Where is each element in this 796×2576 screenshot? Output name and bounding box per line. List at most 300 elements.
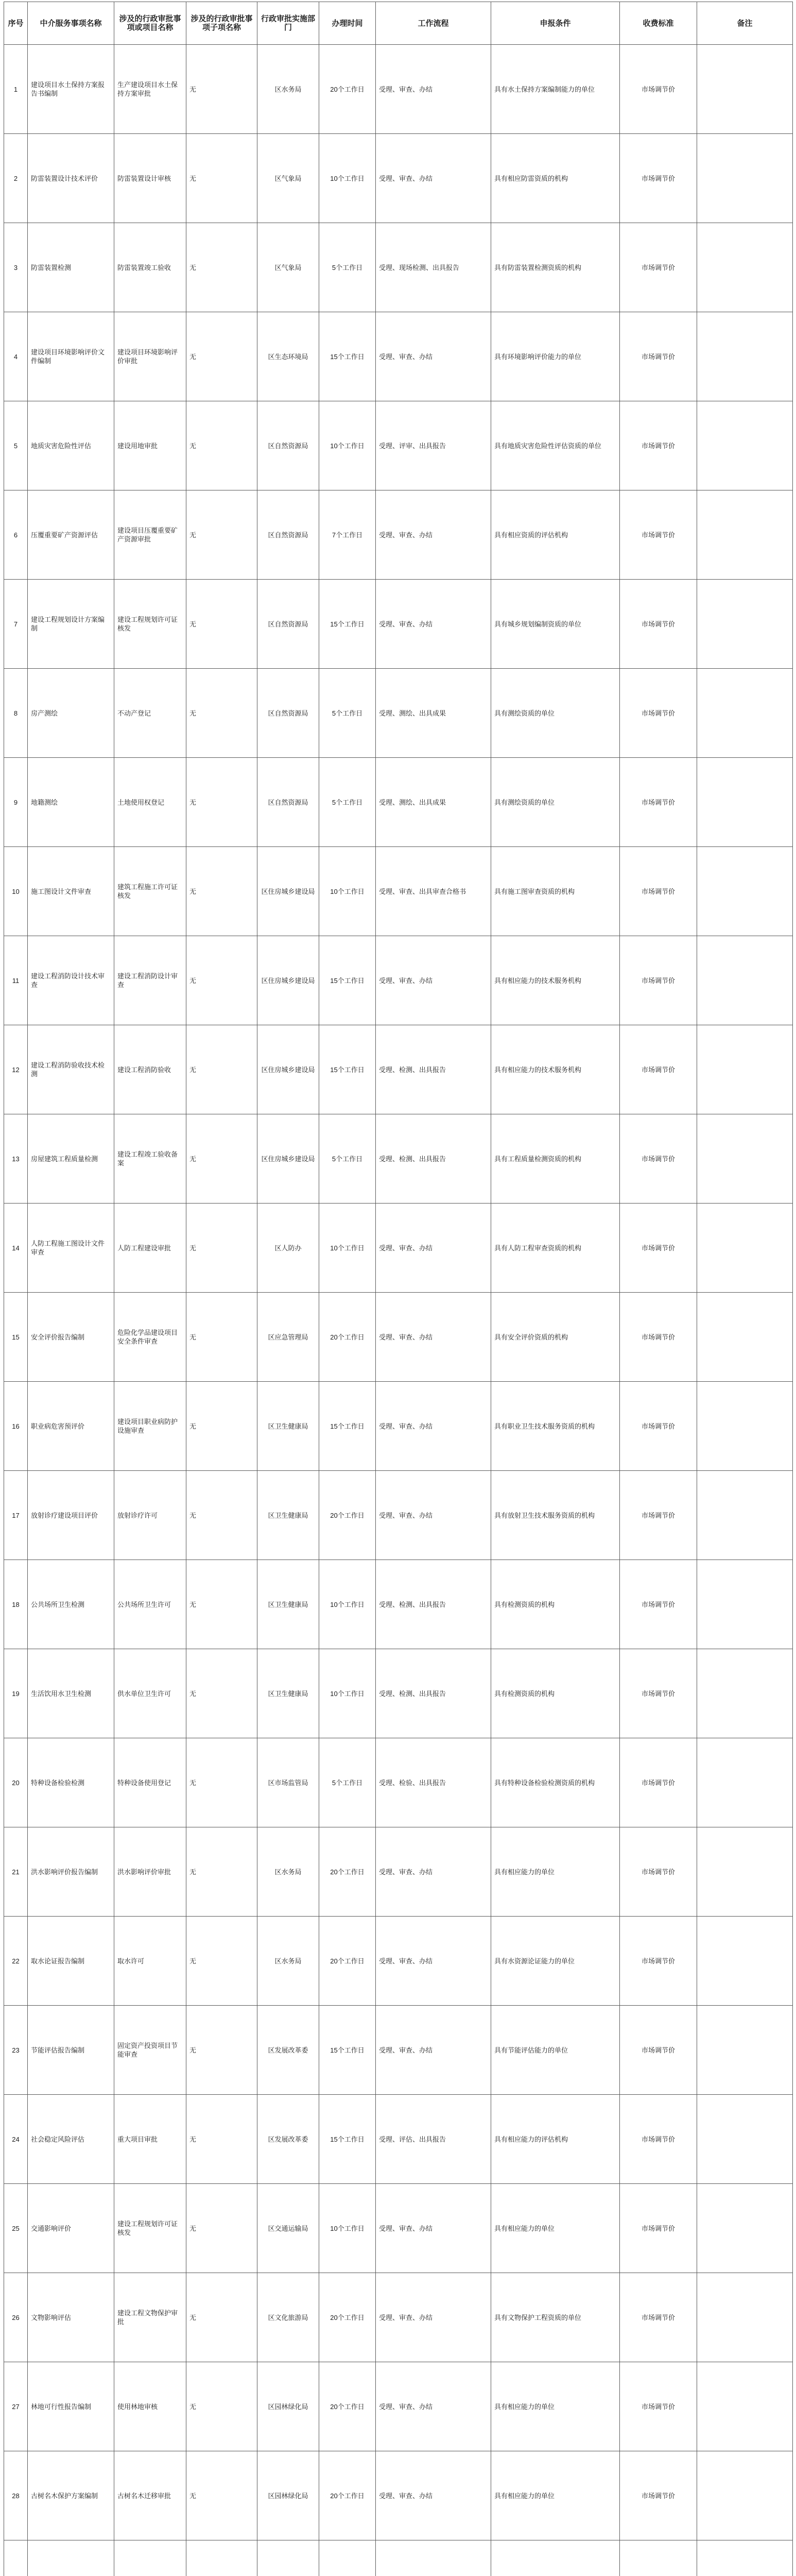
remarks-cell — [697, 2095, 793, 2184]
service-name-cell: 林地可行性报告编制 — [28, 2362, 114, 2451]
remarks-cell — [697, 2451, 793, 2540]
fee-cell: 市场调节价 — [620, 669, 697, 758]
duration-cell: 7个工作日 — [319, 490, 376, 580]
duration-cell: 15个工作日 — [319, 936, 376, 1025]
table-row — [4, 2095, 793, 2184]
duration-cell: 10个工作日 — [319, 1560, 376, 1649]
row-no-cell: 18 — [4, 1560, 28, 1649]
approval-item-cell: 建设项目压覆重要矿产资源审批 — [114, 490, 186, 580]
fee-cell: 市场调节价 — [620, 1293, 697, 1382]
conditions-cell: 具有相应能力的技术服务机构 — [491, 936, 620, 1025]
table-row — [4, 223, 793, 312]
approval-subitem-cell: 无 — [186, 1204, 257, 1293]
service-name-cell: 生活饮用水卫生检测 — [28, 1649, 114, 1738]
service-name-cell: 建设项目水土保持方案报告书编制 — [28, 45, 114, 134]
workflow-cell: 受理、测绘、出具成果 — [376, 758, 491, 847]
service-name-cell: 地籍测绘 — [28, 758, 114, 847]
remarks-cell — [697, 669, 793, 758]
table-row — [4, 2184, 793, 2273]
agency-cell: 区人防办 — [257, 1204, 319, 1293]
workflow-cell: 受理、审查、办结 — [376, 1382, 491, 1471]
conditions-cell: 具有地质灾害危险性评估资质的单位 — [491, 401, 620, 490]
agency-cell: 区发展改革委 — [257, 2095, 319, 2184]
table-row — [4, 2273, 793, 2362]
fee-cell: 市场调节价 — [620, 936, 697, 1025]
duration-cell: 15个工作日 — [319, 580, 376, 669]
approval-item-cell: 生产建设项目水土保持方案审批 — [114, 45, 186, 134]
row-no-cell: 20 — [4, 1738, 28, 1827]
row-no-cell: 13 — [4, 1114, 28, 1204]
approval-subitem-cell: 无 — [186, 401, 257, 490]
table-row — [4, 2006, 793, 2095]
approval-subitem-cell: 无 — [186, 847, 257, 936]
approval-item-cell: 建设项目环境影响评价审批 — [114, 312, 186, 401]
remarks-cell — [697, 1204, 793, 1293]
remarks-cell — [697, 1293, 793, 1382]
table-row — [4, 490, 793, 580]
row-no-cell: 15 — [4, 1293, 28, 1382]
agency-cell: 区自然资源局 — [257, 758, 319, 847]
header-approval-subitem: 涉及的行政审批事项子项名称 — [186, 2, 257, 45]
service-name-cell: 建设工程消防设计技术审查 — [28, 936, 114, 1025]
table-row — [4, 758, 793, 847]
approval-item-cell: 放射诊疗许可 — [114, 1471, 186, 1560]
conditions-cell: 具有相应能力的单位 — [491, 2362, 620, 2451]
remarks-cell — [697, 1827, 793, 1917]
approval-subitem-cell: 无 — [186, 758, 257, 847]
approval-subitem-cell: 无 — [186, 45, 257, 134]
duration-cell: 10个工作日 — [319, 1649, 376, 1738]
conditions-cell: 具有节能评估能力的单位 — [491, 2006, 620, 2095]
header-conditions: 申报条件 — [491, 2, 620, 45]
approval-subitem-cell — [186, 2540, 257, 2576]
fee-cell: 市场调节价 — [620, 1827, 697, 1917]
row-no-cell: 26 — [4, 2273, 28, 2362]
row-no-cell: 14 — [4, 1204, 28, 1293]
workflow-cell: 受理、审查、办结 — [376, 2273, 491, 2362]
duration-cell — [319, 2540, 376, 2576]
fee-cell: 市场调节价 — [620, 2362, 697, 2451]
approval-subitem-cell: 无 — [186, 1917, 257, 2006]
conditions-cell: 具有相应防雷资质的机构 — [491, 134, 620, 223]
row-no-cell: 2 — [4, 134, 28, 223]
workflow-cell: 受理、现场检测、出具报告 — [376, 223, 491, 312]
table-row — [4, 1827, 793, 1917]
approval-subitem-cell: 无 — [186, 1471, 257, 1560]
approval-item-cell: 防雷装置设计审核 — [114, 134, 186, 223]
service-name-cell: 人防工程施工图设计文件审查 — [28, 1204, 114, 1293]
service-name-cell: 文物影响评估 — [28, 2273, 114, 2362]
table-row — [4, 401, 793, 490]
workflow-cell: 受理、审查、办结 — [376, 2006, 491, 2095]
fee-cell: 市场调节价 — [620, 401, 697, 490]
approval-subitem-cell: 无 — [186, 1827, 257, 1917]
header-service-name: 中介服务事项名称 — [28, 2, 114, 45]
duration-cell: 10个工作日 — [319, 1204, 376, 1293]
agency-cell: 区水务局 — [257, 45, 319, 134]
workflow-cell: 受理、审查、办结 — [376, 490, 491, 580]
table-row — [4, 1917, 793, 2006]
service-name-cell: 防雷装置检测 — [28, 223, 114, 312]
approval-subitem-cell: 无 — [186, 669, 257, 758]
conditions-cell: 具有相应能力的评估机构 — [491, 2095, 620, 2184]
conditions-cell: 具有检测资质的机构 — [491, 1649, 620, 1738]
table-row — [4, 312, 793, 401]
agency-cell: 区市场监管局 — [257, 1738, 319, 1827]
agency-cell: 区气象局 — [257, 134, 319, 223]
agency-cell: 区卫生健康局 — [257, 1382, 319, 1471]
remarks-cell — [697, 758, 793, 847]
service-name-cell: 古树名木保护方案编制 — [28, 2451, 114, 2540]
approval-subitem-cell: 无 — [186, 580, 257, 669]
fee-cell: 市场调节价 — [620, 2273, 697, 2362]
remarks-cell — [697, 580, 793, 669]
workflow-cell: 受理、审查、办结 — [376, 1471, 491, 1560]
workflow-cell: 受理、审查、办结 — [376, 936, 491, 1025]
row-no-cell: 24 — [4, 2095, 28, 2184]
row-no-cell: 23 — [4, 2006, 28, 2095]
service-name-cell: 地质灾害危险性评估 — [28, 401, 114, 490]
agency-cell: 区发展改革委 — [257, 2006, 319, 2095]
approval-item-cell: 固定资产投资项目节能审查 — [114, 2006, 186, 2095]
table-row — [4, 1560, 793, 1649]
approval-item-cell: 建设项目职业病防护设施审查 — [114, 1382, 186, 1471]
duration-cell: 10个工作日 — [319, 134, 376, 223]
service-name-cell: 安全评价报告编制 — [28, 1293, 114, 1382]
fee-cell: 市场调节价 — [620, 1204, 697, 1293]
service-name-cell: 建设工程规划设计方案编制 — [28, 580, 114, 669]
approval-item-cell: 特种设备使用登记 — [114, 1738, 186, 1827]
agency-cell: 区应急管理局 — [257, 1293, 319, 1382]
fee-cell: 市场调节价 — [620, 2095, 697, 2184]
conditions-cell: 具有安全评价资质的机构 — [491, 1293, 620, 1382]
duration-cell: 20个工作日 — [319, 1293, 376, 1382]
agency-cell: 区水务局 — [257, 1917, 319, 2006]
service-name-cell: 洪水影响评价报告编制 — [28, 1827, 114, 1917]
service-name-cell: 房产测绘 — [28, 669, 114, 758]
service-name-cell: 公共场所卫生检测 — [28, 1560, 114, 1649]
workflow-cell: 受理、审查、办结 — [376, 580, 491, 669]
agency-cell: 区自然资源局 — [257, 669, 319, 758]
fee-cell: 市场调节价 — [620, 490, 697, 580]
table-row — [4, 1471, 793, 1560]
fee-cell: 市场调节价 — [620, 1649, 697, 1738]
service-name-cell: 防雷装置设计技术评价 — [28, 134, 114, 223]
approval-subitem-cell: 无 — [186, 1560, 257, 1649]
approval-item-cell: 建筑工程施工许可证核发 — [114, 847, 186, 936]
duration-cell: 20个工作日 — [319, 2451, 376, 2540]
duration-cell: 20个工作日 — [319, 2362, 376, 2451]
remarks-cell — [697, 45, 793, 134]
fee-cell: 市场调节价 — [620, 2451, 697, 2540]
approval-subitem-cell: 无 — [186, 490, 257, 580]
service-name-cell: 节能评估报告编制 — [28, 2006, 114, 2095]
approval-subitem-cell: 无 — [186, 1293, 257, 1382]
duration-cell: 5个工作日 — [319, 758, 376, 847]
workflow-cell: 受理、审查、办结 — [376, 1917, 491, 2006]
approval-item-cell: 建设工程消防验收 — [114, 1025, 186, 1114]
row-no-cell: 3 — [4, 223, 28, 312]
conditions-cell: 具有相应能力的单位 — [491, 1827, 620, 1917]
row-no-cell: 4 — [4, 312, 28, 401]
row-no-cell: 5 — [4, 401, 28, 490]
header-fee: 收费标准 — [620, 2, 697, 45]
row-no-cell: 6 — [4, 490, 28, 580]
service-name-cell — [28, 2540, 114, 2576]
conditions-cell: 具有水土保持方案编制能力的单位 — [491, 45, 620, 134]
service-name-cell: 取水论证报告编制 — [28, 1917, 114, 2006]
conditions-cell: 具有测绘资质的单位 — [491, 758, 620, 847]
remarks-cell — [697, 1471, 793, 1560]
conditions-cell: 具有检测资质的机构 — [491, 1560, 620, 1649]
table-row — [4, 1204, 793, 1293]
duration-cell: 20个工作日 — [319, 1917, 376, 2006]
service-name-cell: 放射诊疗建设项目评价 — [28, 1471, 114, 1560]
remarks-cell — [697, 223, 793, 312]
agency-cell: 区卫生健康局 — [257, 1560, 319, 1649]
remarks-cell — [697, 2006, 793, 2095]
remarks-cell — [697, 312, 793, 401]
approval-subitem-cell: 无 — [186, 223, 257, 312]
row-no-cell: 7 — [4, 580, 28, 669]
agency-cell: 区住房城乡建设局 — [257, 1114, 319, 1204]
service-name-cell: 社会稳定风险评估 — [28, 2095, 114, 2184]
duration-cell: 15个工作日 — [319, 2006, 376, 2095]
remarks-cell — [697, 490, 793, 580]
agency-cell: 区卫生健康局 — [257, 1471, 319, 1560]
table-row — [4, 2451, 793, 2540]
table-row — [4, 1382, 793, 1471]
conditions-cell: 具有相应能力的技术服务机构 — [491, 1025, 620, 1114]
workflow-cell: 受理、检测、出具报告 — [376, 1649, 491, 1738]
fee-cell: 市场调节价 — [620, 1471, 697, 1560]
workflow-cell: 受理、检测、出具报告 — [376, 1560, 491, 1649]
row-no-cell: 28 — [4, 2451, 28, 2540]
header-workflow: 工作流程 — [376, 2, 491, 45]
table-body — [4, 45, 793, 2576]
agency-cell: 区水务局 — [257, 1827, 319, 1917]
approval-item-cell: 公共场所卫生许可 — [114, 1560, 186, 1649]
remarks-cell — [697, 1114, 793, 1204]
row-no-cell: 12 — [4, 1025, 28, 1114]
agency-cell: 区住房城乡建设局 — [257, 1025, 319, 1114]
conditions-cell: 具有水资源论证能力的单位 — [491, 1917, 620, 2006]
approval-item-cell: 人防工程建设审批 — [114, 1204, 186, 1293]
remarks-cell — [697, 1738, 793, 1827]
service-name-cell: 特种设备检验检测 — [28, 1738, 114, 1827]
remarks-cell — [697, 2362, 793, 2451]
conditions-cell: 具有施工图审查资质的机构 — [491, 847, 620, 936]
fee-cell: 市场调节价 — [620, 580, 697, 669]
fee-cell: 市场调节价 — [620, 312, 697, 401]
approval-subitem-cell: 无 — [186, 936, 257, 1025]
conditions-cell: 具有城乡规划编制资质的单位 — [491, 580, 620, 669]
remarks-cell — [697, 1025, 793, 1114]
table-row — [4, 1738, 793, 1827]
table-row — [4, 1025, 793, 1114]
conditions-cell: 具有职业卫生技术服务资质的机构 — [491, 1382, 620, 1471]
table-row — [4, 847, 793, 936]
workflow-cell: 受理、检测、出具报告 — [376, 1114, 491, 1204]
table-row — [4, 2362, 793, 2451]
fee-cell: 市场调节价 — [620, 1560, 697, 1649]
workflow-cell: 受理、审查、办结 — [376, 2184, 491, 2273]
row-no-cell: 25 — [4, 2184, 28, 2273]
conditions-cell: 具有文物保护工程资质的单位 — [491, 2273, 620, 2362]
approval-item-cell: 洪水影响评价审批 — [114, 1827, 186, 1917]
header-no: 序号 — [4, 2, 28, 45]
agency-cell: 区自然资源局 — [257, 401, 319, 490]
fee-cell: 市场调节价 — [620, 1917, 697, 2006]
remarks-cell — [697, 2540, 793, 2576]
table-row — [4, 669, 793, 758]
agency-cell: 区卫生健康局 — [257, 1649, 319, 1738]
conditions-cell — [491, 2540, 620, 2576]
duration-cell: 5个工作日 — [319, 1114, 376, 1204]
conditions-cell: 具有测绘资质的单位 — [491, 669, 620, 758]
remarks-cell — [697, 2273, 793, 2362]
agency-cell: 区交通运输局 — [257, 2184, 319, 2273]
agency-cell: 区园林绿化局 — [257, 2362, 319, 2451]
service-name-cell: 建设项目环境影响评价文件编制 — [28, 312, 114, 401]
header-duration: 办理时间 — [319, 2, 376, 45]
approval-subitem-cell: 无 — [186, 1114, 257, 1204]
workflow-cell: 受理、检验、出具报告 — [376, 1738, 491, 1827]
fee-cell: 市场调节价 — [620, 45, 697, 134]
duration-cell: 10个工作日 — [319, 847, 376, 936]
approval-item-cell: 使用林地审核 — [114, 2362, 186, 2451]
table-row — [4, 580, 793, 669]
conditions-cell: 具有相应能力的单位 — [491, 2451, 620, 2540]
row-no-cell: 8 — [4, 669, 28, 758]
conditions-cell: 具有环境影响评价能力的单位 — [491, 312, 620, 401]
header-approval-item: 涉及的行政审批事项或项目名称 — [114, 2, 186, 45]
conditions-cell: 具有防雷装置检测资质的机构 — [491, 223, 620, 312]
duration-cell: 5个工作日 — [319, 669, 376, 758]
row-no-cell: 16 — [4, 1382, 28, 1471]
conditions-cell: 具有特种设备检验检测资质的机构 — [491, 1738, 620, 1827]
approval-item-cell: 建设工程规划许可证核发 — [114, 580, 186, 669]
fee-cell: 市场调节价 — [620, 2184, 697, 2273]
duration-cell: 15个工作日 — [319, 1382, 376, 1471]
workflow-cell: 受理、审查、办结 — [376, 1204, 491, 1293]
approval-item-cell: 防雷装置竣工验收 — [114, 223, 186, 312]
workflow-cell: 受理、审查、办结 — [376, 2451, 491, 2540]
duration-cell: 20个工作日 — [319, 1827, 376, 1917]
service-table — [4, 2, 793, 2576]
approval-item-cell: 建设工程竣工验收备案 — [114, 1114, 186, 1204]
duration-cell: 15个工作日 — [319, 312, 376, 401]
duration-cell: 15个工作日 — [319, 2095, 376, 2184]
fee-cell: 市场调节价 — [620, 134, 697, 223]
row-no-cell: 21 — [4, 1827, 28, 1917]
approval-subitem-cell: 无 — [186, 2095, 257, 2184]
approval-item-cell: 不动产登记 — [114, 669, 186, 758]
workflow-cell: 受理、审查、办结 — [376, 312, 491, 401]
agency-cell: 区自然资源局 — [257, 490, 319, 580]
approval-item-cell: 建设工程消防设计审查 — [114, 936, 186, 1025]
remarks-cell — [697, 1382, 793, 1471]
agency-cell: 区文化旅游局 — [257, 2273, 319, 2362]
remarks-cell — [697, 2184, 793, 2273]
table-row — [4, 1649, 793, 1738]
remarks-cell — [697, 401, 793, 490]
agency-cell: 区园林绿化局 — [257, 2451, 319, 2540]
workflow-cell: 受理、评审、出具报告 — [376, 401, 491, 490]
table-row — [4, 134, 793, 223]
fee-cell: 市场调节价 — [620, 223, 697, 312]
remarks-cell — [697, 1560, 793, 1649]
remarks-cell — [697, 847, 793, 936]
row-no-cell: 1 — [4, 45, 28, 134]
approval-subitem-cell: 无 — [186, 2273, 257, 2362]
fee-cell — [620, 2540, 697, 2576]
fee-cell: 市场调节价 — [620, 1382, 697, 1471]
workflow-cell: 受理、审查、办结 — [376, 134, 491, 223]
remarks-cell — [697, 936, 793, 1025]
service-name-cell: 职业病危害预评价 — [28, 1382, 114, 1471]
fee-cell: 市场调节价 — [620, 1025, 697, 1114]
fee-cell: 市场调节价 — [620, 1738, 697, 1827]
fee-cell: 市场调节价 — [620, 847, 697, 936]
remarks-cell — [697, 1917, 793, 2006]
workflow-cell: 受理、测绘、出具成果 — [376, 669, 491, 758]
workflow-cell: 受理、检测、出具报告 — [376, 1025, 491, 1114]
conditions-cell: 具有相应能力的单位 — [491, 2184, 620, 2273]
header-agency: 行政审批实施部门 — [257, 2, 319, 45]
workflow-cell: 受理、审查、办结 — [376, 2362, 491, 2451]
service-name-cell: 交通影响评价 — [28, 2184, 114, 2273]
service-name-cell: 建设工程消防验收技术检测 — [28, 1025, 114, 1114]
row-no-cell: 10 — [4, 847, 28, 936]
workflow-cell: 受理、审查、办结 — [376, 1293, 491, 1382]
duration-cell: 10个工作日 — [319, 2184, 376, 2273]
approval-subitem-cell: 无 — [186, 1649, 257, 1738]
row-no-cell: 19 — [4, 1649, 28, 1738]
approval-item-cell: 危险化学品建设项目安全条件审查 — [114, 1293, 186, 1382]
workflow-cell: 受理、审查、办结 — [376, 45, 491, 134]
row-no-cell — [4, 2540, 28, 2576]
table-row — [4, 1293, 793, 1382]
approval-subitem-cell: 无 — [186, 1025, 257, 1114]
agency-cell: 区住房城乡建设局 — [257, 936, 319, 1025]
agency-cell — [257, 2540, 319, 2576]
remarks-cell — [697, 1649, 793, 1738]
row-no-cell: 27 — [4, 2362, 28, 2451]
service-name-cell: 房屋建筑工程质量检测 — [28, 1114, 114, 1204]
header-remarks: 备注 — [697, 2, 793, 45]
agency-cell: 区生态环境局 — [257, 312, 319, 401]
row-no-cell: 9 — [4, 758, 28, 847]
approval-subitem-cell: 无 — [186, 2184, 257, 2273]
remarks-cell — [697, 134, 793, 223]
approval-item-cell: 供水单位卫生许可 — [114, 1649, 186, 1738]
agency-cell: 区自然资源局 — [257, 580, 319, 669]
duration-cell: 15个工作日 — [319, 1025, 376, 1114]
approval-item-cell: 建设工程文物保护审批 — [114, 2273, 186, 2362]
duration-cell: 20个工作日 — [319, 1471, 376, 1560]
table-row — [4, 45, 793, 134]
approval-item-cell: 古树名木迁移审批 — [114, 2451, 186, 2540]
table-row — [4, 2540, 793, 2576]
approval-item-cell: 土地使用权登记 — [114, 758, 186, 847]
conditions-cell: 具有工程质量检测资质的机构 — [491, 1114, 620, 1204]
duration-cell: 5个工作日 — [319, 1738, 376, 1827]
approval-item-cell: 取水许可 — [114, 1917, 186, 2006]
row-no-cell: 17 — [4, 1471, 28, 1560]
approval-item-cell: 建设工程规划许可证核发 — [114, 2184, 186, 2273]
duration-cell: 20个工作日 — [319, 45, 376, 134]
